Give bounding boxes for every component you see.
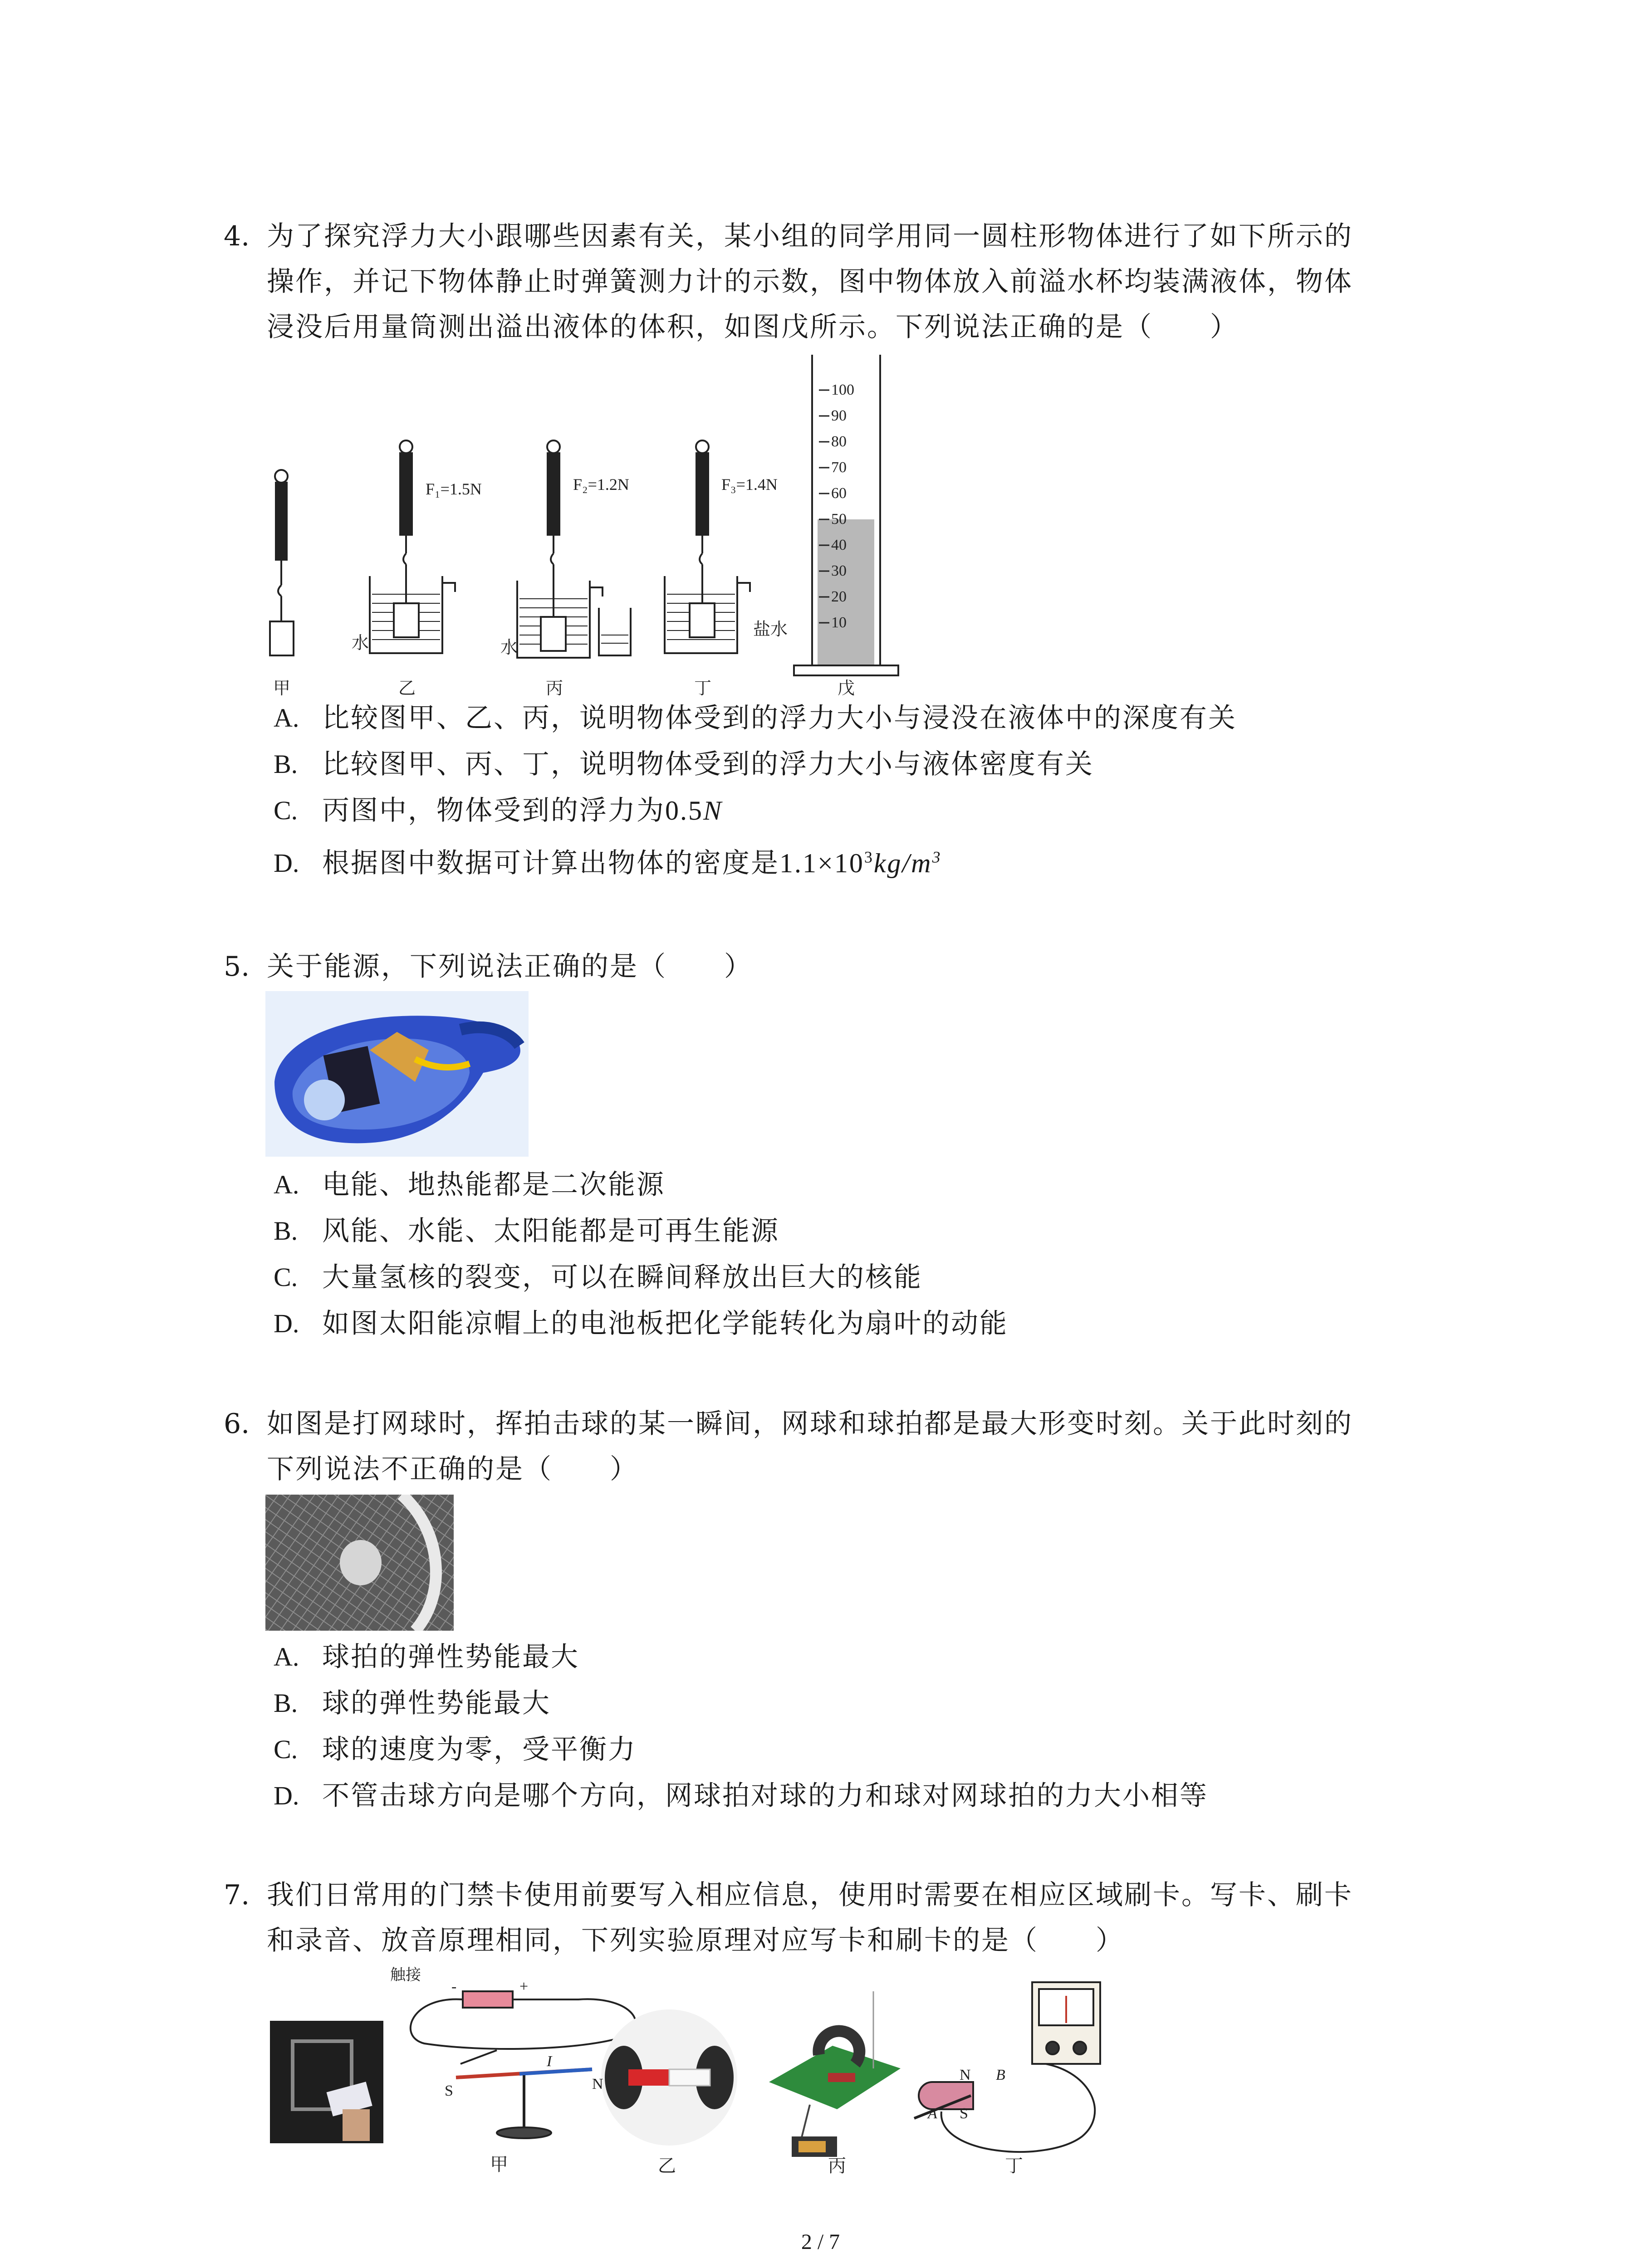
q4-option-d-value: 1.1×10 [779,848,864,878]
q4-option-a-text: 比较图甲、乙、丙，说明物体受到的浮力大小与浸没在液体中的深度有关 [322,702,1237,734]
scale-40: 40 [831,537,847,553]
q4-option-d-unit: kg/m [873,848,932,878]
bar-magnet-filings [601,2009,737,2146]
q4-option-b-text: 比较图甲、丙、丁，说明物体受到的浮力大小与液体密度有关 [322,748,1094,780]
q5-option-c-letter: C. [274,1262,298,1292]
q4-option-d-letter: D. [274,848,299,878]
question-number-6: 6. [224,1408,250,1440]
q6-option-c-letter: C. [274,1735,298,1764]
figure-label-jia-7: 甲 [490,2154,508,2175]
q4-stem-line-2: 操作，并记下物体静止时弹簧测力计的示数，图中物体放入前溢水杯均装满液体，物体 [267,266,1353,298]
q4-option-b-letter: B. [274,749,298,779]
q5-option-d-text: 如图太阳能凉帽上的电池板把化学能转化为扇叶的动能 [322,1308,1008,1339]
figure-label-bing-7: 丙 [828,2156,846,2176]
scale-10: 10 [831,614,847,631]
spring-scale-bing [517,440,631,658]
scale-50: 50 [831,511,847,528]
motor-experiment [769,1991,901,2157]
water-label-yi: 水 [352,633,369,653]
scale-90: 90 [831,407,847,424]
force-label-f2: F₂=1.2N [573,475,629,494]
q7-experiments-figure [265,1964,1127,2177]
salt-water-label: 盐水 [753,619,788,639]
plus-label: + [519,1978,529,1995]
force-label-f1: F₁=1.5N [426,480,482,498]
q6-stem-line-1: 如图是打网球时，挥拍击球的某一瞬间，网球和球拍都是最大形变时刻。关于此时刻的 [267,1408,1353,1440]
q4-option-c-text: 丙图中，物体受到的浮力为 [322,795,665,826]
scale-80: 80 [831,433,847,450]
q4-option-c-value: 0.5 [665,796,703,826]
q5-option-c-text: 大量氢核的裂变，可以在瞬间释放出巨大的核能 [322,1261,922,1293]
q7-stem-line-2: 和录音、放音原理相同，下列实验原理对应写卡和刷卡的是（ ） [267,1925,1124,1956]
q5-option-a-letter: A. [274,1170,299,1199]
tennis-racket-photo [265,1495,454,1631]
spring-scale-jia [270,470,294,655]
magnet-n-label: N [960,2067,971,2083]
needle-s-label: S [445,2082,453,2099]
q5-option-d-letter: D. [274,1309,299,1338]
solar-fan-hat-photo [265,991,529,1157]
q4-option-d-exp: 3 [864,848,874,866]
scale-100: 100 [831,381,854,398]
question-number-5: 5. [224,951,250,982]
q4-option-d-text: 根据图中数据可计算出物体的密度是 [322,847,779,879]
q6-stem-line-2: 下列说法不正确的是（ ） [267,1453,638,1485]
q4-option-c-unit: N [703,796,723,826]
q6-option-a-text: 球拍的弹性势能最大 [322,1641,579,1673]
q5-stem: 关于能源，下列说法正确的是（ ） [267,951,753,982]
minus-label: - [451,1978,457,1995]
touch-label: 触接 [390,1966,421,1984]
page-number: 2 / 7 [801,2230,840,2254]
magnet-s-label: S [960,2105,968,2122]
scale-70: 70 [831,459,847,476]
figure-label-ding: 丁 [694,678,712,698]
q6-option-d-text: 不管击球方向是哪个方向，网球拍对球的力和球对网球拍的力大小相等 [322,1780,1208,1812]
q7-stem-line-1: 我们日常用的门禁卡使用前要写入相应信息，使用时需要在相应区域刷卡。写卡、刷卡 [267,1879,1353,1911]
scale-30: 30 [831,562,847,579]
card-reader-photo [270,2021,383,2143]
q5-option-a-text: 电能、地热能都是二次能源 [322,1169,665,1201]
q6-option-b-letter: B. [274,1688,298,1718]
point-b-label: B [996,2067,1005,2083]
q4-option-c-letter: C. [274,796,298,825]
oersted-experiment [411,1991,636,2138]
question-number-4: 4. [224,220,250,252]
question-number-7: 7. [224,1879,250,1911]
scale-20: 20 [831,588,847,605]
q5-option-b-letter: B. [274,1216,298,1246]
figure-label-yi: 乙 [398,678,416,698]
figure-label-bing: 丙 [546,678,563,698]
spring-scale-yi [370,440,455,653]
point-a-label: A [928,2105,937,2122]
figure-label-wu: 戊 [838,678,855,698]
q6-option-d-letter: D. [274,1781,299,1810]
induction-experiment [914,1982,1100,2152]
force-label-f3: F₃=1.4N [721,475,778,494]
figure-label-yi-7: 乙 [658,2156,676,2176]
spring-scale-ding [665,440,750,653]
figure-label-ding-7: 丁 [1005,2156,1023,2176]
q6-option-a-letter: A. [274,1642,299,1672]
current-label: I [547,2053,552,2070]
needle-n-label: N [592,2076,603,2092]
q4-stem-line-1: 为了探究浮力大小跟哪些因素有关，某小组的同学用同一圆柱形物体进行了如下所示的 [267,220,1353,252]
q4-option-d-unit-exp: 3 [932,848,942,866]
water-label-bing: 水 [500,637,518,657]
q6-option-c-text: 球的速度为零，受平衡力 [322,1734,637,1765]
scale-60: 60 [831,485,847,502]
q6-option-b-text: 球的弹性势能最大 [322,1687,551,1719]
q4-option-c [322,790,723,831]
q4-buoyancy-figure [254,349,926,703]
q4-stem-line-3: 浸没后用量筒测出溢出液体的体积，如图戊所示。下列说法正确的是（ ） [267,311,1239,343]
q4-option-a-letter: A. [274,703,299,733]
figure-label-jia: 甲 [273,678,291,698]
q4-option-d [322,843,941,884]
q5-option-b-text: 风能、水能、太阳能都是可再生能源 [322,1215,779,1247]
